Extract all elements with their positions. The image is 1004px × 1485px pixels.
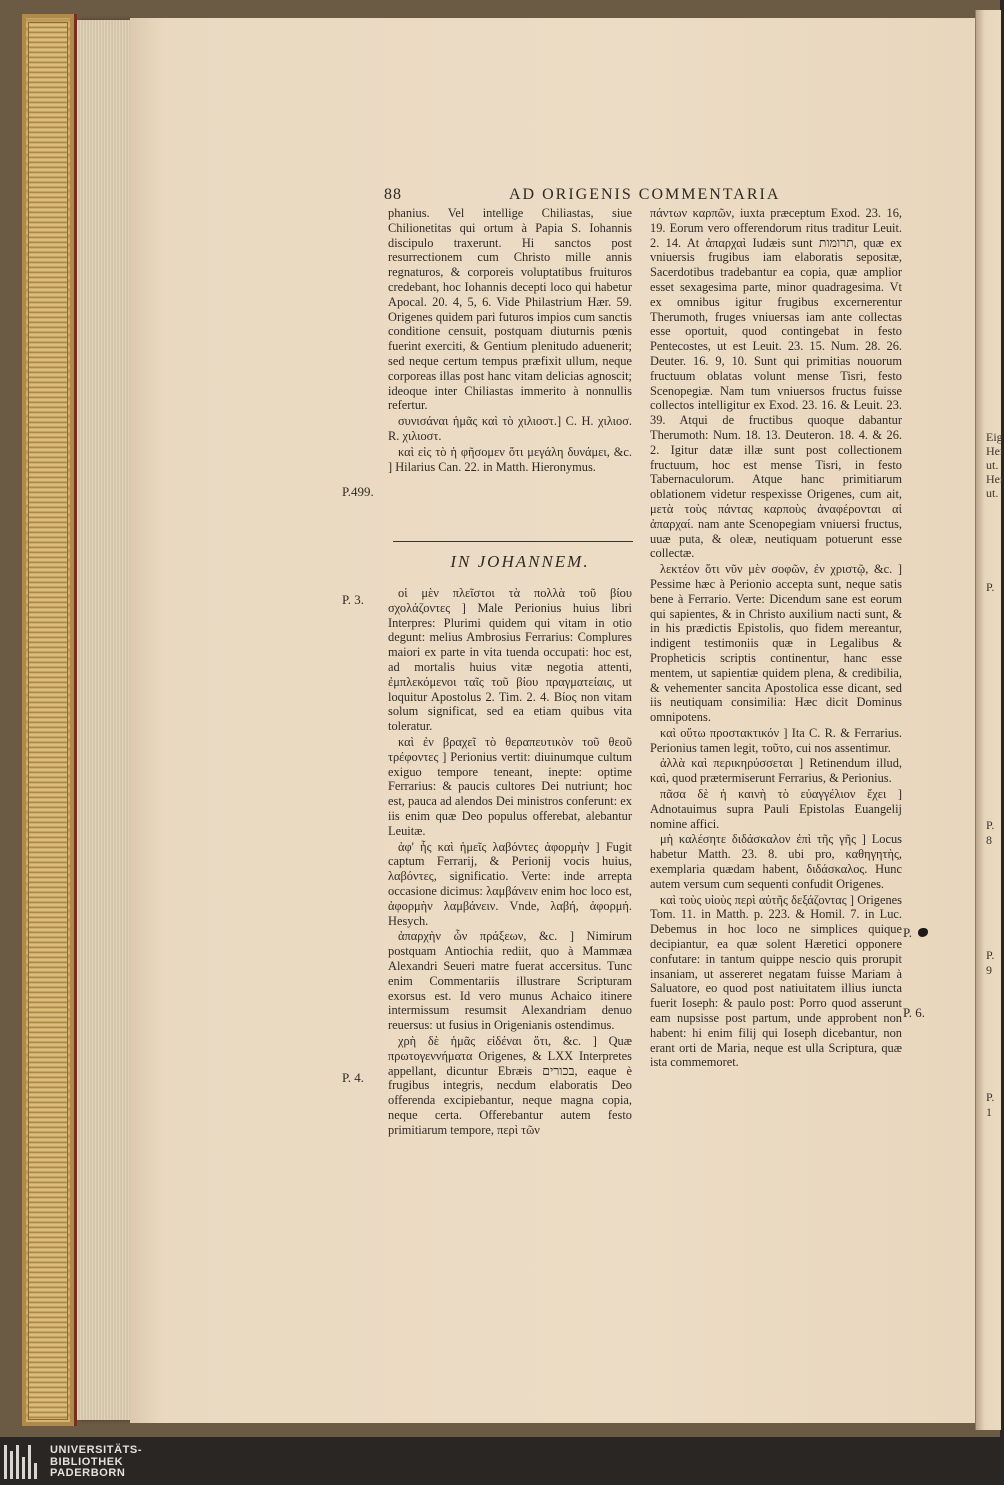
running-header: [384, 186, 914, 208]
running-title: AD ORIGENIS COMMENTARIA: [509, 186, 781, 203]
paragraph: ἀπαρχὴν ὧν πράξεων, &c. ] Nimirum postquam Antiochia rediit, quo à Mammæa Alexandri Seueri matre fuerat accersitus. Tunc enim Commentariis illustrare Scripturam exorsus est. Id vero munus Achaico itinere intermissum resumsit Alexandriam denuo reuersus: ut fusius in Origenianis ostendimus.: [388, 929, 632, 1033]
margin-page-ref: P. 3.: [342, 592, 365, 607]
library-name-line: UNIVERSITÄTS-: [50, 1444, 143, 1456]
page-block-edge: [77, 20, 130, 1420]
paragraph: χρὴ δὲ ἡμᾶς εἰδέναι ὅτι, &c. ] Quæ πρωτογεννήματα Origenes, & LXX Interpretes appellant, dicuntur Ebræis בכורים, eaque è frugibus integris, necdum elaboratis Deo offerenda excipiebantur, neque magna copia, neque certa. Offerebantur autem festo primitiarum tempore, περὶ τῶν: [388, 1033, 632, 1137]
margin-page-ref: P. 4.: [342, 1070, 365, 1085]
library-footer: [0, 1437, 1000, 1485]
next-page-fragment: P.: [986, 580, 995, 594]
paragraph: λεκτέον ὅτι νῦν μὲν σοφῶν, ἐν χριστῷ, &c. ] Pessime hæc à Perionio accepta sunt, neque satis bene à Ferrario. Verte: Dicendum sane est eorum qui sapientes, & in Christo auxilium nacti sunt, & in his prædictis Epistolis, quo fidem mereantur, indigent testimoniis quæ in Legalibus & Propheticis scriptis continentur, hanc esse mentem, ut sapientiæ quidem plena, & credibilia, & vehementer sancita Apostolica esse dicant, sed iis neutiquam consimilia: Hæc dicit Dominus omnipotens.: [650, 562, 902, 725]
next-page-fragment: P. 8: [986, 818, 995, 847]
margin-page-ref: P.499.: [342, 484, 374, 499]
paragraph: οἱ μὲν πλεῖστοι τὰ πολλὰ τοῦ βίου σχολάζοντες ] Male Perionius huius libri Interpres: Plurimi quidem qui vitam in otio degunt: melius Ambrosius Ferrarius: Complures maiori ex parte in vita tuenda occupati: hoc est, ad mortalis huius vitæ negotia attenti, ἐμπλεκόμενοι ταῖς τοῦ βίου πραγματείαις, ut loquitur Apostolus 2. Tim. 2. 4. Βίος non vitam solum significat, sed ea etiam quibus vita toleratur.: [388, 586, 632, 734]
next-page-fragment: P. 9: [986, 948, 995, 977]
next-page-fragment: ut.: [986, 458, 999, 472]
section-title: IN JOHANNEM.: [450, 552, 590, 571]
paragraph: καὶ τοὺς υἱοὺς περὶ αὐτῆς δεξάζοντας ] Origenes Tom. 11. in Matth. p. 223. & Homil. 7. in Luc. Debemus in hoc loco ne simplices quique decipiantur, ea quæ solent Hæretici opponere confutare: in tantum quippe nescio quis prorupit insaniam, ut assereret negatam fuisse Mariam à Saluatore, eo quod post natiuitatem illius iuncta fuerit Ioseph: & paulo post: Porro quod asserunt eam nupsisse post partum, unde approbent non habent: hi enim filij qui Ioseph dicebantur, non erant orti de Maria, neque est ulla Scriptura, quæ ista commemoret.: [650, 892, 902, 1070]
book-cover-edge: [22, 14, 77, 1426]
paragraph: ἀφ' ἧς καὶ ἡμεῖς λαβόντες ἀφορμὴν ] Fugit captum Ferrarij, & Perionij vocis huius, λαβόντες, significatio. Verte: inde arrepta occasione dicimus: λαμβάνειν enim hoc loco est, ἀφορμὴν λαμβάνειν. Vnde, λαβή, ἀφορμή. Hesych.: [388, 839, 632, 928]
next-page-fragment: P. 1: [986, 1090, 995, 1119]
library-logo-icon: [4, 1445, 38, 1479]
next-page-fragment: ut.: [986, 486, 999, 500]
library-name: [50, 1445, 142, 1480]
paragraph: πᾶσα δὲ ἡ καινὴ τὸ εὐαγγέλιον ἔχει ] Adnotauimus supra Pauli Epistolas Euangelij nomine affici.: [650, 787, 902, 831]
next-page-strip: [975, 10, 1004, 1430]
paragraph: πάντων καρπῶν, iuxta præceptum Exod. 23. 16, 19. Eorum vero offerendorum ritus traditur Leuit. 2. 14. At ἀπαρχαὶ Iudæis sunt תרומות, quæ ex vniuersis frugibus iam elaboratis sepositæ, Sacerdotibus tradebantur ea copia, quæ amplior esset sexagesima parte, minor quadragesima. Vt ex omnibus igitur frugibus excernerentur Therumoth, fruges vniuersas iam ante collectas esse oportuit, quod contingebat in festo Pentecostes, ut est Leuit. 23. 15. Num. 28. 26. Deuter. 16. 9, 10. Sunt qui primitias nouorum fructuum oblatas volunt mense Tisri, festo Scenopegiæ. Nam tum vniuersos fructus fuisse collectos intelligitur ex Exod. 23. 16. & Leuit. 23. 39. Atqui de fructibus quoque dabantur Therumoth: Num. 18. 13. Deuteron. 18. 4. & 26. 2. Igitur datæ illæ sunt post collectionem fructuum, hoc est mense Tisri, in festo Tabernaculorum. Atque hanc primitiarum oblationem videtur respexisse Origenes, cum ait, μετὰ τοὺς πάντας καρποὺς ἀναφέρονται αἱ ἀπαρχαί. nam ante Scenopegiam vniuersi fructus, uuæ puta, & oleæ, neutiquam potuerunt esse collectæ.: [650, 206, 902, 561]
next-page-fragment: Her: [986, 472, 1004, 486]
left-column: [388, 206, 632, 475]
paragraph: μὴ καλέσητε διδάσκαλον ἐπὶ τῆς γῆς ] Locus habetur Matth. 23. 8. ubi pro, καθηγητὴς, exemplaria quædam habent, διδάσκαλος. Hunc autem versum cum sequenti confudit Origenes.: [650, 832, 902, 891]
next-page-fragment: Her: [986, 444, 1004, 458]
margin-page-ref: P.: [903, 925, 913, 940]
paragraph: καὶ εἰς τὸ ἡ φῆσομεν ὅτι μεγάλη δυνάμει, &c. ] Hilarius Can. 22. in Matth. Hieronymus.: [388, 444, 632, 474]
left-column-lower: [388, 586, 632, 1138]
paragraph: καὶ ἐν βραχεῖ τὸ θεραπευτικὸν τοῦ θεοῦ τρέφοντες ] Perionius vertit: diuinumque cultum exiguo tempore teneant, inepte: optime Ferrarius: & paucis cultores Dei nutriunt; hoc est, pauca ad alendos Dei ministros conferunt: ex iis enim quæ Deo populus offerebat, alebantur Leuitæ.: [388, 734, 632, 838]
library-name-line: PADERBORN: [50, 1467, 126, 1479]
paragraph: ἀλλὰ καὶ περικηρύσσεται ] Retinendum illud, καὶ, quod prætermiserunt Ferrarius, & Perionius.: [650, 756, 902, 786]
right-column: [650, 206, 902, 1071]
next-page-fragment: Eig: [986, 430, 1003, 444]
paragraph: καὶ οὕτω προστακτικόν ] Ita C. R. & Ferrarius. Perionius tamen legit, τοῦτο, cui nos assentimur.: [650, 725, 902, 755]
paragraph: συνισάναι ἡμᾶς καὶ τὸ χιλιοστ.] C. H. χιλιοσ. R. χιλιοστ.: [388, 414, 632, 443]
library-name-line: BIBLIOTHEK: [50, 1455, 124, 1468]
margin-page-ref: P. 6.: [903, 1005, 926, 1020]
section-divider: [393, 541, 633, 542]
paragraph: phanius. Vel intellige Chiliastas, siue Chilionetitas qui ortum à Papia S. Iohannis discipulo traxerunt. Hi sanctos post resurrectionem cum Christo mille annis regnaturos, & corporeis voluptatibus fruituros credebant, hoc Iohannis decepti loco qui habetur Apocal. 20. 4, 5, 6. Vide Philastrium Hær. 59. Origenes quidem pari futuros impios cum sanctis conditione censuit, postquam diuturnis pœnis fuerint exerciti, & Gentium plenitudo aduenerit; sed neque certum tempus præfixit ullum, neque corporeas illas post hanc vitam delicias agnoscit; ideoque inter Chiliastas immerito à nonnullis refertur.: [388, 206, 632, 413]
page-number: 88: [384, 186, 402, 203]
